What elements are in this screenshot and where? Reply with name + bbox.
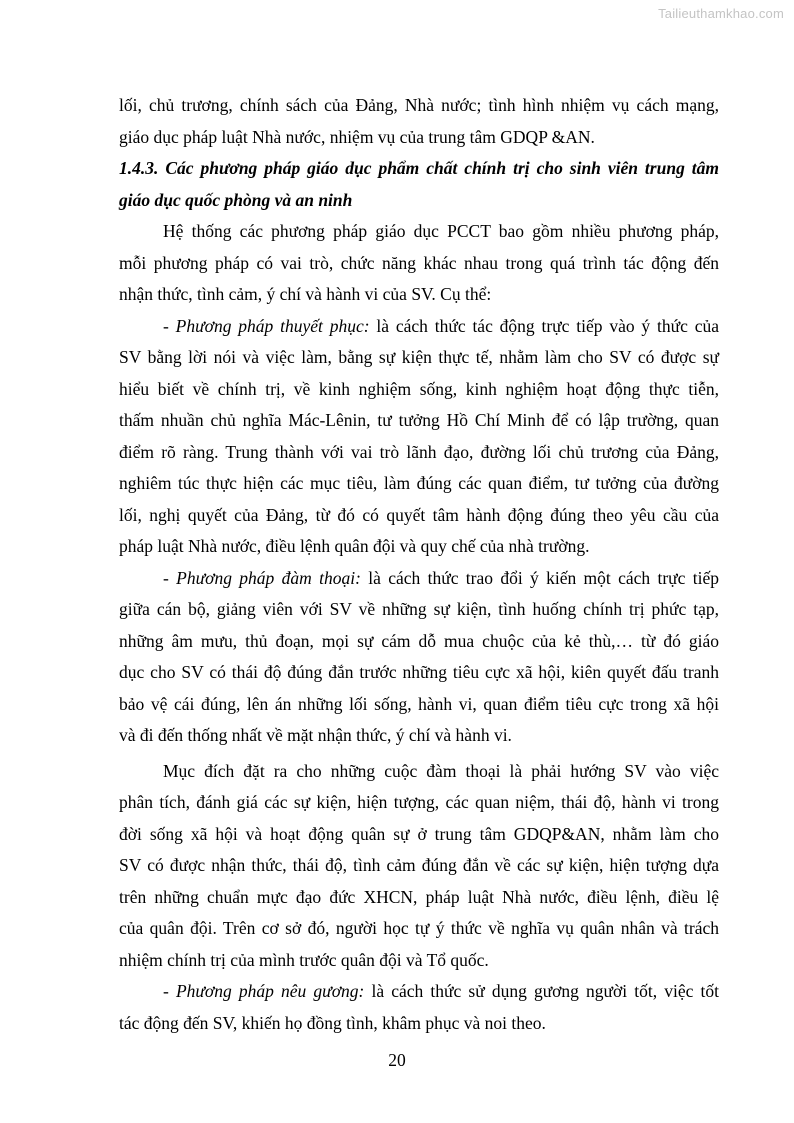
method-term: - Phương pháp nêu gương:: [163, 981, 365, 1001]
text-line: của quân đội. Trên cơ sở đó, người học tự ý thức về nghĩa vụ quân nhân và trách: [119, 918, 719, 938]
paragraph-first-line: Mục đích đặt ra cho những cuộc đàm thoại là phải hướng SV vào việc: [163, 760, 719, 781]
text-line: bảo vệ cái đúng, lên án những lối sống, hành vi, quan điểm tiêu cực trong xã hội: [119, 693, 719, 714]
text-line: SV có được nhận thức, thái độ, tình cảm đúng đắn về các sự kiện, hiện tượng dựa: [119, 855, 719, 875]
text-line: tác động đến SV, khiến họ đồng tình, khâm phục và noi theo.: [119, 1012, 546, 1033]
text-line: và đi đến thống nhất về mặt nhận thức, ý chí và hành vi.: [119, 725, 512, 745]
text-line: nhận thức, tình cảm, ý chí và hành vi của SV. Cụ thể:: [119, 284, 492, 304]
text-span: là cách thức tác động trực tiếp vào ý thức của: [369, 315, 719, 336]
text-line: thấm nhuần chủ nghĩa Mác-Lênin, tư tưởng Hồ Chí Minh để có lập trường, quan: [119, 410, 719, 430]
text-span: là cách thức sử dụng gương người tốt, việc tốt: [364, 981, 719, 1001]
method-term: - Phương pháp thuyết phục:: [163, 315, 370, 336]
watermark: Tailieuthamkhao.com: [658, 6, 784, 21]
text-line: pháp luật Nhà nước, điều lệnh quân đội và quy chế của nhà trường.: [119, 536, 590, 556]
text-line: dục cho SV có thái độ đúng đắn trước những tiêu cực xã hội, kiên quyết đấu tranh: [119, 662, 719, 682]
text-line: lối, nghị quyết của Đảng, từ đó có quyết tâm hành động đúng theo yêu cầu của: [119, 504, 719, 525]
text-line: giữa cán bộ, giảng viên với SV về những sự kiện, tình huống chính trị phức tạp,: [119, 599, 719, 619]
text-line: lối, chủ trương, chính sách của Đảng, Nhà nước; tình hình nhiệm vụ cách mạng,: [119, 95, 719, 115]
text-line: nhiệm chính trị của mình trước quân đội và Tổ quốc.: [119, 949, 489, 970]
text-line: hiểu biết về chính trị, về kinh nghiệm sống, kinh nghiệm hoạt động thực tiễn,: [119, 378, 719, 399]
document-body: [119, 90, 719, 1039]
section-heading: 1.4.3. Các phương pháp giáo dục phẩm chất chính trị cho sinh viên trung tâm: [119, 158, 719, 178]
text-line: nghiêm túc thực hiện các mục tiêu, làm đúng các quan điểm, tư tưởng của đường: [119, 473, 719, 493]
text-span: là cách thức trao đổi ý kiến một cách trực tiếp: [360, 567, 719, 588]
method-term: - Phương pháp đàm thoại:: [163, 567, 361, 588]
page-number: 20: [388, 1050, 406, 1070]
text-line: SV bằng lời nói và việc làm, bằng sự kiện thực tế, nhằm làm cho SV có được sự: [119, 347, 719, 367]
text-line: trên những chuẩn mực đạo đức XHCN, pháp luật Nhà nước, điều lệnh, điều lệ: [119, 886, 719, 907]
text-line: mỗi phương pháp có vai trò, chức năng khác nhau trong quá trình tác động đến: [119, 252, 719, 273]
paragraph-first-line: [119, 563, 719, 595]
text-line: đời sống xã hội và hoạt động quân sự ở trung tâm GDQP&AN, nhằm làm cho: [119, 823, 719, 844]
text-line: giáo dục pháp luật Nhà nước, nhiệm vụ của trung tâm GDQP &AN.: [119, 126, 595, 147]
text-line: phân tích, đánh giá các sự kiện, hiện tượng, các quan niệm, thái độ, hành vi trong: [119, 792, 719, 812]
paragraph-first-line: [119, 311, 719, 343]
paragraph-first-line: [119, 976, 719, 1008]
paragraph-first-line: Hệ thống các phương pháp giáo dục PCCT bao gồm nhiều phương pháp,: [163, 221, 719, 241]
text-line: những âm mưu, thủ đoạn, mọi sự cám dỗ mua chuộc của kẻ thù,… từ đó giáo: [119, 630, 719, 651]
section-heading: giáo dục quốc phòng và an ninh: [119, 189, 353, 210]
text-line: điểm rõ ràng. Trung thành với vai trò lãnh đạo, đường lối chủ trương của Đảng,: [119, 441, 719, 462]
